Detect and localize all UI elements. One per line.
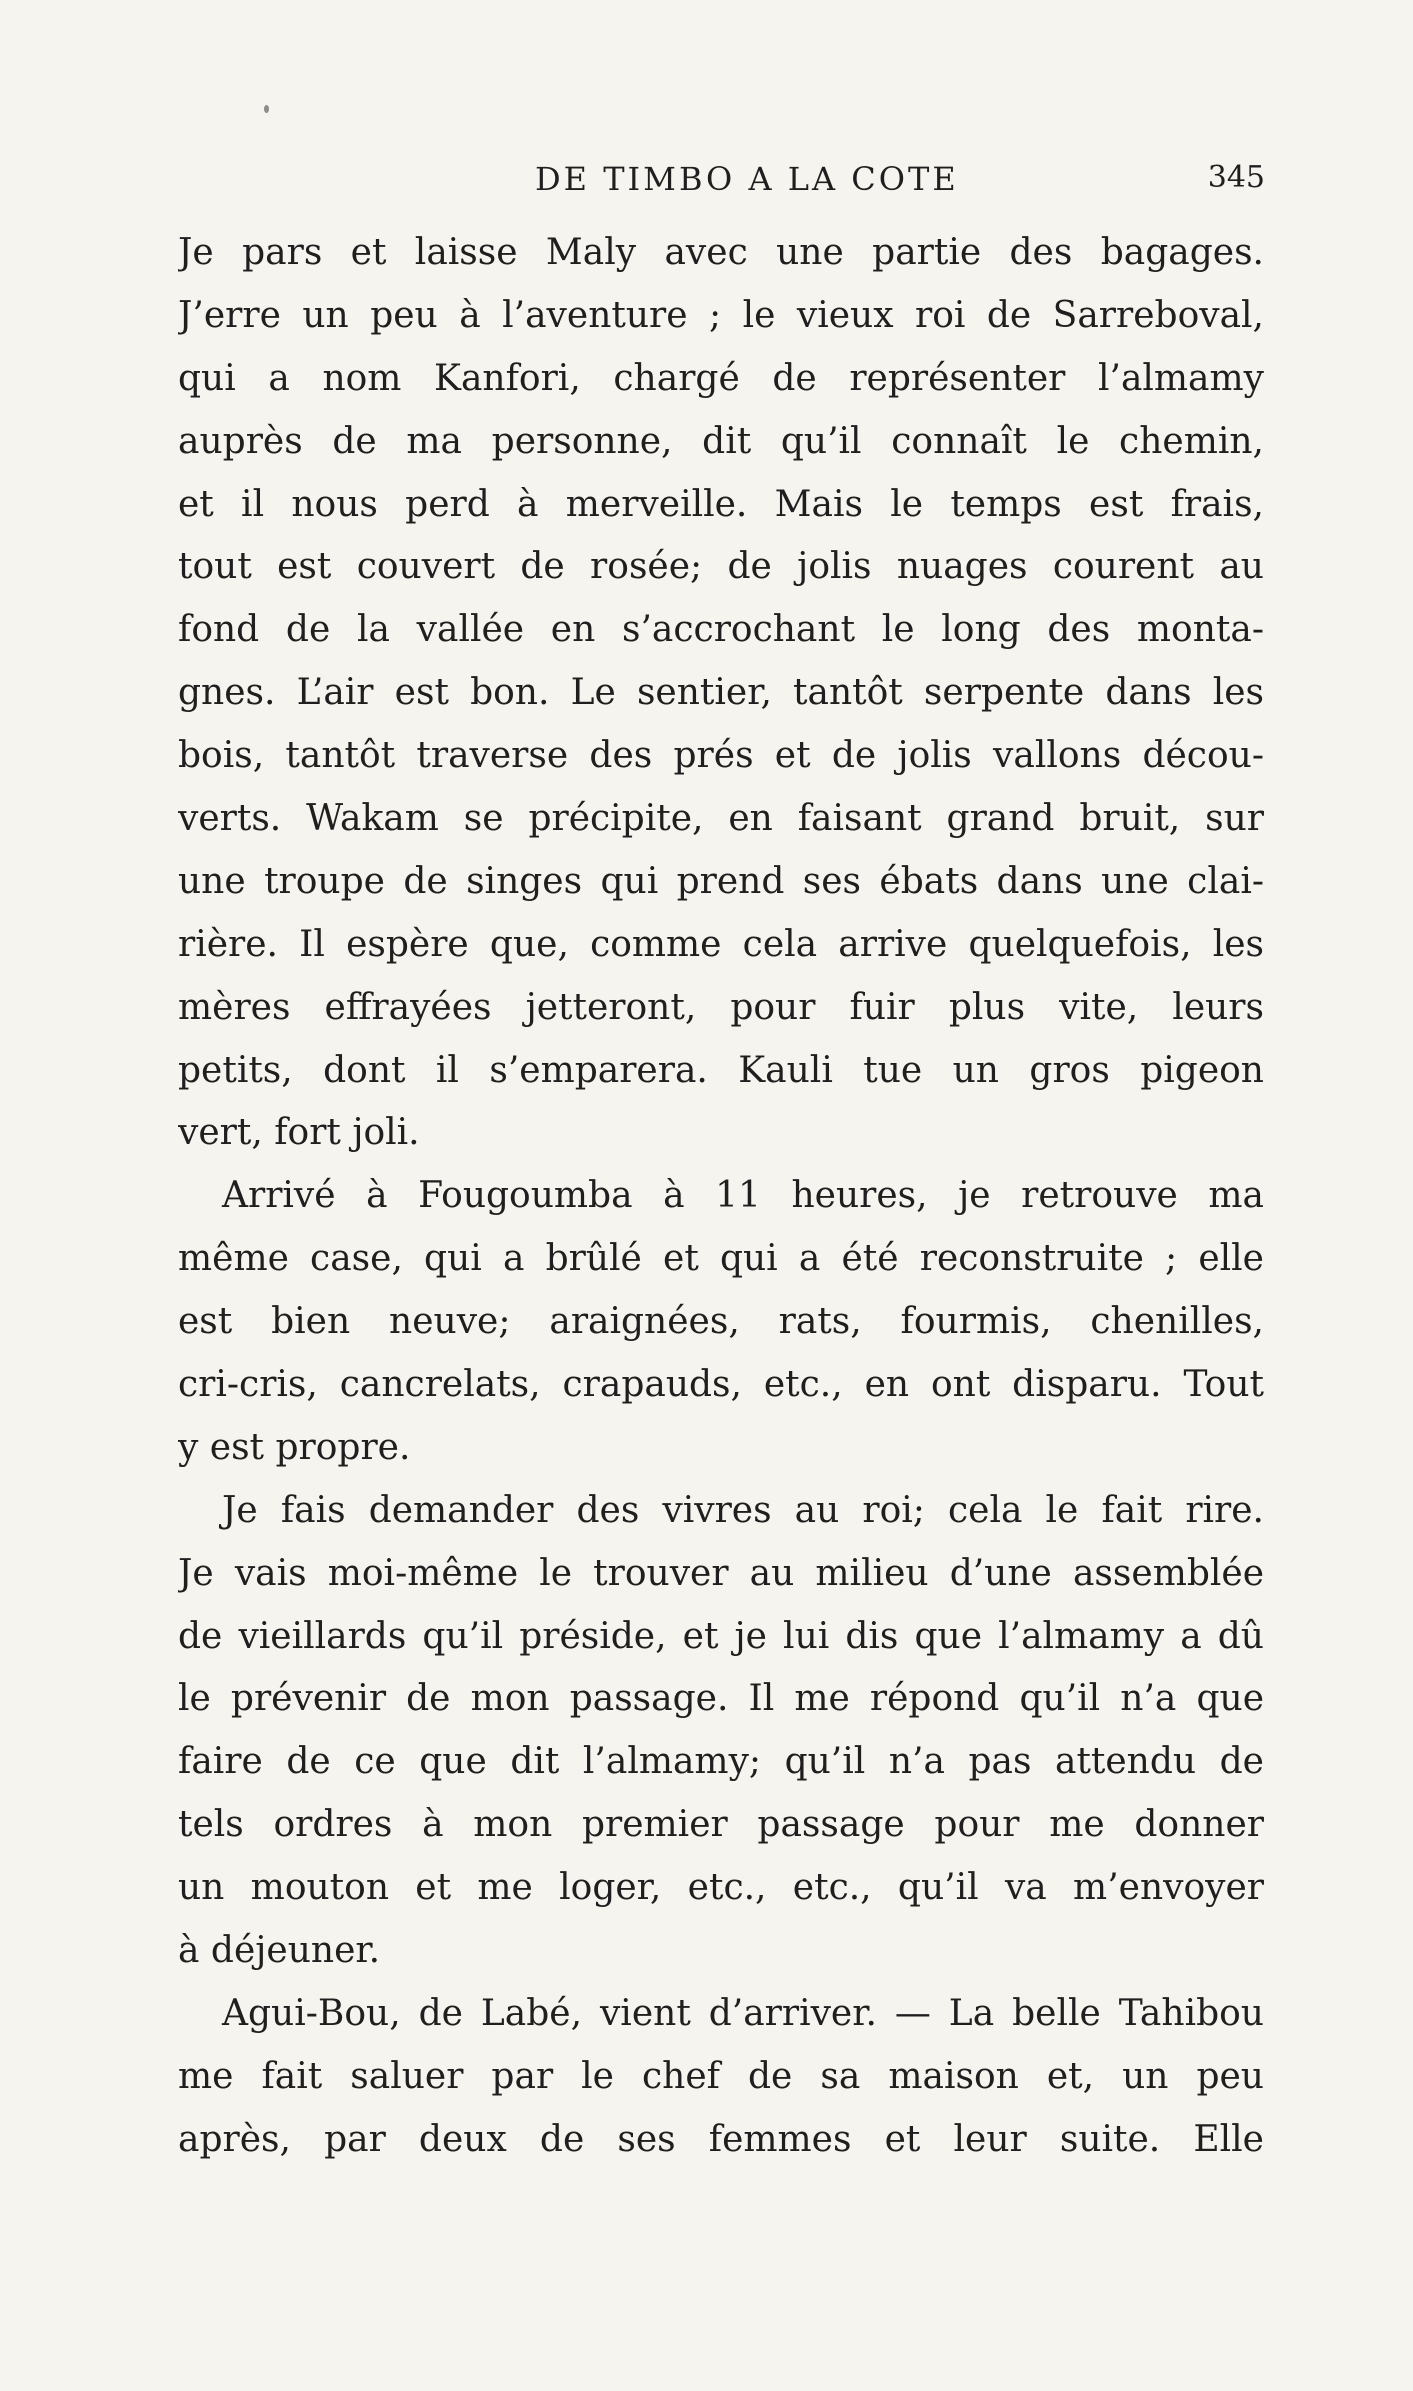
text-line: un mouton et me loger, etc., etc., qu’il va m’envoyer bbox=[178, 1867, 1264, 1909]
print-speck bbox=[264, 105, 269, 113]
text-line: verts. Wakam se précipite, en faisant grand bruit, sur bbox=[178, 798, 1264, 840]
text-line: une troupe de singes qui prend ses ébats dans une clai- bbox=[178, 860, 1264, 902]
text-line: fond de la vallée en s’accrochant le long des monta- bbox=[178, 609, 1264, 651]
text-line: et il nous perd à merveille. Mais le temps est frais, bbox=[178, 483, 1264, 525]
text-line: faire de ce que dit l’almamy; qu’il n’a pas attendu de bbox=[178, 1741, 1264, 1783]
text-line: Agui-Bou, de Labé, vient d’arriver. — La belle Tahibou bbox=[222, 1992, 1264, 2034]
text-line: bois, tantôt traverse des prés et de jolis vallons décou- bbox=[178, 735, 1264, 777]
text-line: après, par deux de ses femmes et leur suite. Elle bbox=[178, 2118, 1264, 2160]
text-line: gnes. L’air est bon. Le sentier, tantôt serpente dans les bbox=[178, 672, 1264, 714]
text-line: à déjeuner. bbox=[178, 1930, 381, 1972]
text-line: tout est couvert de rosée; de jolis nuages courent au bbox=[178, 546, 1264, 588]
text-line: Je vais moi-même le trouver au milieu d’une assemblée bbox=[178, 1552, 1264, 1594]
page-number: 345 bbox=[1207, 160, 1265, 195]
running-head bbox=[175, 160, 1265, 202]
text-line: même case, qui a brûlé et qui a été reconstruite ; elle bbox=[178, 1238, 1264, 1280]
text-line: auprès de ma personne, dit qu’il connaît le chemin, bbox=[178, 420, 1264, 462]
text-line: tels ordres à mon premier passage pour me donner bbox=[178, 1804, 1264, 1846]
text-line: Je fais demander des vivres au roi; cela le fait rire. bbox=[222, 1489, 1264, 1531]
body-text bbox=[178, 222, 1264, 2172]
running-title: DE TIMBO A LA COTE bbox=[535, 160, 959, 198]
text-line: mères effrayées jetteront, pour fuir plus vite, leurs bbox=[178, 986, 1264, 1028]
text-line: cri-cris, cancrelats, crapauds, etc., en ont disparu. Tout bbox=[178, 1364, 1264, 1406]
text-line: est bien neuve; araignées, rats, fourmis, chenilles, bbox=[178, 1301, 1264, 1343]
text-line: vert, fort joli. bbox=[178, 1112, 420, 1154]
text-line: Je pars et laisse Maly avec une partie des bagages. bbox=[178, 232, 1264, 273]
text-line: qui a nom Kanfori, chargé de représenter l’almamy bbox=[178, 357, 1264, 399]
text-line: me fait saluer par le chef de sa maison et, un peu bbox=[178, 2055, 1264, 2097]
text-line: y est propre. bbox=[178, 1426, 411, 1468]
text-line: petits, dont il s’emparera. Kauli tue un gros pigeon bbox=[178, 1049, 1264, 1091]
text-line: de vieillards qu’il préside, et je lui dis que l’almamy a dû bbox=[178, 1615, 1264, 1657]
text-line: rière. Il espère que, comme cela arrive quelquefois, les bbox=[178, 923, 1264, 965]
text-line: le prévenir de mon passage. Il me répond qu’il n’a que bbox=[178, 1678, 1264, 1720]
text-line: Arrivé à Fougoumba à 11 heures, je retrouve ma bbox=[222, 1175, 1264, 1217]
text-line: J’erre un peu à l’aventure ; le vieux roi de Sarreboval, bbox=[178, 294, 1264, 336]
